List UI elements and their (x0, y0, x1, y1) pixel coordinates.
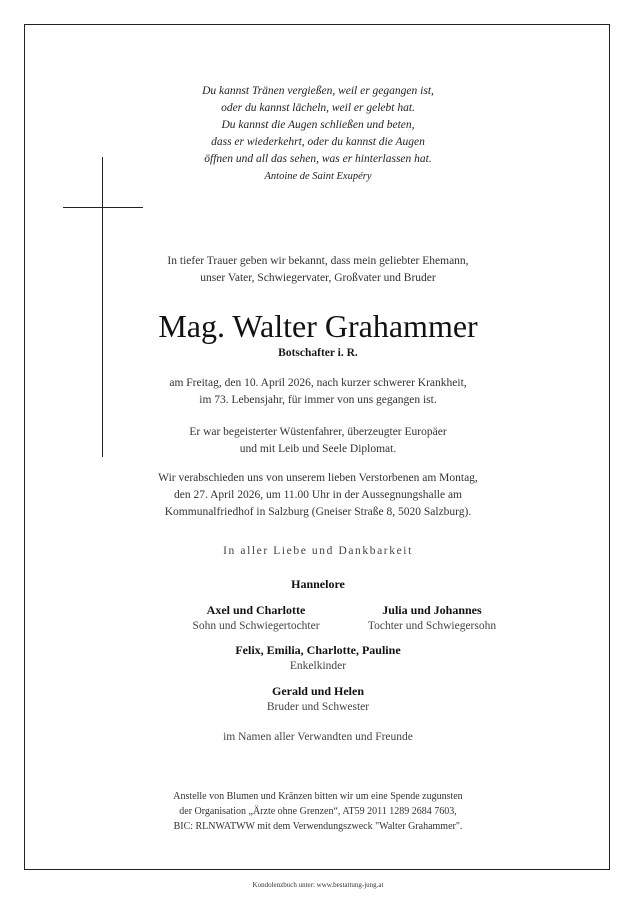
paragraph-line: Kommunalfriedhof in Salzburg (Gneiser Straße 8, 5020 Salzburg). (164, 506, 472, 518)
donation-notice (0, 789, 636, 834)
quote-author: Antoine de Saint Exupéry (264, 171, 372, 182)
quote-line: Du kannst Tränen vergießen, weil er gegangen ist, (202, 85, 434, 97)
intro-line: unser Vater, Schwiegervater, Großvater und Bruder (200, 272, 436, 284)
paragraph-line: Er war begeisterter Wüstenfahrer, überzeugter Europäer (189, 426, 447, 438)
grandchildren-block (0, 642, 636, 674)
announcement-intro (0, 253, 636, 287)
donation-line: der Organisation „Ärzte ohne Grenzen“, AT59 2011 1289 2684 7603, (179, 806, 457, 817)
condolence-link[interactable]: Kondolenzbuch unter: www.bestattung-jung.at (252, 881, 384, 889)
death-paragraph (0, 375, 636, 409)
donation-line: Anstelle von Blumen und Kränzen bitten wir um eine Spende zugunsten (173, 791, 463, 802)
sibling-relation: Bruder und Schwester (266, 701, 370, 713)
life-paragraph (0, 424, 636, 458)
quote-line: öffnen und all das sehen, was er hinterlassen hat. (204, 153, 432, 165)
grandchildren-relation: Enkelkinder (289, 660, 347, 672)
sibling-names: Gerald und Helen (271, 684, 364, 698)
grandchildren-names: Felix, Emilia, Charlotte, Pauline (235, 643, 401, 657)
paragraph-line: Wir verabschieden uns von unserem lieben Verstorbenen am Montag, (158, 472, 478, 484)
memorial-quote (0, 83, 636, 185)
paragraph-line: am Freitag, den 10. April 2026, nach kurzer schwerer Krankheit, (169, 377, 467, 389)
deceased-name: Mag. Walter Grahammer (158, 308, 478, 344)
sibling-block (0, 683, 636, 715)
paragraph-line: und mit Leib und Seele Diplomat. (239, 443, 397, 455)
daughter-relation: Tochter und Schwiegersohn (367, 620, 497, 632)
intro-line: In tiefer Trauer geben wir bekannt, dass mein geliebter Ehemann, (167, 255, 469, 267)
spouse-name: Hannelore (291, 577, 345, 591)
donation-line: BIC: RLNWATWW mit dem Verwendungszweck "Walter Grahammer". (173, 821, 463, 832)
son-block (156, 602, 356, 634)
cross-horizontal-bar (63, 207, 143, 208)
son-names: Axel und Charlotte (206, 603, 306, 617)
paragraph-line: im 73. Lebensjahr, für immer von uns gegangen ist. (199, 394, 437, 406)
daughter-names: Julia und Johannes (382, 603, 482, 617)
paragraph-line: den 27. April 2026, um 11.00 Uhr in der Aussegnungshalle am (174, 489, 462, 501)
funeral-paragraph (0, 470, 636, 521)
relatives-line: im Namen aller Verwandten und Freunde (223, 731, 413, 743)
quote-line: Du kannst die Augen schließen und beten, (221, 119, 415, 131)
closing-phrase: In aller Liebe und Dankbarkeit (223, 545, 413, 557)
son-relation: Sohn und Schwiegertochter (192, 620, 320, 632)
quote-line: dass er wiederkehrt, oder du kannst die Augen (211, 136, 425, 148)
deceased-title: Botschafter i. R. (278, 347, 358, 359)
quote-line: oder du kannst lächeln, weil er gelebt hat. (221, 102, 415, 114)
daughter-block (332, 602, 532, 634)
